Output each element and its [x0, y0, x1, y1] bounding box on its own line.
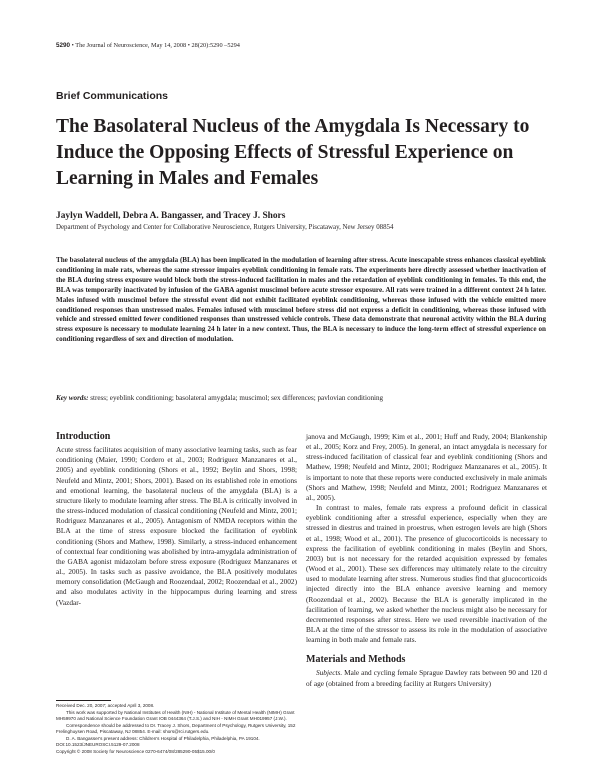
subjects-paragraph — [306, 668, 547, 688]
introduction-heading: Introduction — [56, 431, 111, 442]
footnote-funding: This work was supported by National Institutes of Health (NIH) - National Institute of Mental Health (NIMH) Grant MH59970 and National Science Foundation Grant IOB 0444364 (T.J.S.) and NIH - NIMH Grant MH019957 (J.W.). — [56, 709, 295, 721]
journal-citation: • The Journal of Neuroscience, May 14, 2008 • 28(20):5290 –5294 — [71, 42, 240, 49]
page-number: 5290 — [56, 42, 71, 49]
footnote-present-address: D. A. Bangasser's present address: Children's Hospital of Philadelphia, Philadelphia, PA 19104. — [66, 735, 260, 741]
introduction-paragraph-2: In contrast to males, female rats express a profound deficit in classical eyeblink conditioning after a stressful experience, especially when they are stressed in diestrus and trained in proestrus, when estrogen levels are high (Shors et al., 1998; Wood et al., 2001). The presence of glucocorticoids is necessary to express the facilitation of eyeblink conditioning in males (Beylin and Shors, 2003) but is not necessary for the retarded acquisition expressed by females (Wood et al., 2001). These sex differences may ultimately relate to the circuitry used to modulate learning after stress. Numerous studies find that glucocorticoids injected directly into the BLA enhance aversive learning and memory (Roozendaal et al., 2002). Because the BLA is generally implicated in the facilitation of learning, we asked whether the nucleus might also be necessary for decremented responses after stress. Here we used reversible inactivation of the BLA at the time of the stressor to assess its role in the modulation of associative learning in both male and female rats. — [306, 503, 547, 645]
left-column — [56, 432, 297, 608]
footnotes — [56, 700, 297, 755]
introduction-paragraph-1-continued: janova and McGaugh, 1999; Kim et al., 2001; Huff and Rudy, 2004; Blankenship et al., 2005; Korz and Frey, 2005). In general, an intact amygdala is necessary for stress-induced facilitation of classical fear and eyeblink conditioning (Shors and Mathew, 1998; Neufeld and Mintz, 2001; Rodriguez Manzanares et al., 2005). It is important to note that these reports were conducted exclusively in male animals (Shors and Mathew, 1998; Neufeld and Mintz, 2001; Rodriguez Manzanares et al., 2005). — [306, 432, 547, 502]
author-list: Jaylyn Waddell, Debra A. Bangasser, and Tracey J. Shors — [56, 211, 286, 221]
footnote-rule — [56, 700, 111, 701]
running-head — [56, 42, 240, 49]
subjects-text: Male and cycling female Sprague Dawley rats between 90 and 120 d of age (obtained from a breeding facility at Rutgers University) — [306, 668, 548, 688]
footnote-correspondence: Correspondence should be addressed to Dr. Tracey J. Shors, Department of Psychology, Rutgers University, 152 Frelinghuysen Road, Piscataway, NJ 08854. E-mail: shors@rci.rutgers.edu. — [56, 722, 296, 734]
introduction-paragraph-1: Acute stress facilitates acquisition of many associative learning tasks, such as fear conditioning (Maier, 1990; Cordero et al., 2003; Rodriguez Manzanares et al., 2005) and eyeblink conditioning (Shors et al., 1992; Beylin and Shors, 1998; Neufeld and Mintz, 2001; Shors, 2001). Based on its established role in emotions and emotional learning, the basolateral nucleus of the amygdala (BLA) is a structure likely to modulate learning after stress. The BLA is critically involved in the stress-induced modulation of classical conditioning (Neufeld and Mintz, 2001; Rodriguez Manzanares et al., 2005). Antagonism of NMDA receptors within the BLA at the time of stress exposure blocked the facilitation of eyeblink conditioning (Shors and Mathew, 1998). Similarly, a stress-induced enhancement of contextual fear conditioning was abolished by intra-amygdala administration of the GABA agonist midazolam before stress exposure (Rodriguez Manzanares et al., 2005). In tasks such as passive avoidance, the BLA positively modulates memory consolidation (McGaugh and Roozendaal, 2002; Roozendaal et al., 2002) and also modulates activity in the hippocampus during learning and stress (Vazdar- — [56, 445, 297, 607]
abstract: The basolateral nucleus of the amygdala (BLA) has been implicated in the modulation of learning after stress. Acute inescapable stress enhances classical eyeblink conditioning in male rats, whereas the same stressor impairs eyeblink conditioning in female rats. The experiments here directly assessed whether inactivation of the BLA during stress exposure would block both the stress-induced facilitation in males and the retardation of eyeblink conditioning in females. To this end, the BLA was temporarily inactivated by infusion of the GABA agonist muscimol before acute stressor exposure. All rats were trained in a different context 24 h later. Males infused with muscimol before the stressful event did not exhibit facilitated eyeblink conditioning, whereas those infused with the vehicle emitted more conditioned responses than unstressed males. Females infused with muscimol before stress did not express a deficit in conditioning, whereas those infused with vehicle and stressed emitted fewer conditioned responses than unstressed vehicle controls. These data demonstrate that neuronal activity within the BLA during stress exposure is necessary to modulate learning 24 h later in a new context. Thus, the BLA is necessary to induce the long-term effect of stressful experience on conditioning regardless of sex and direction of modulation. — [56, 256, 546, 344]
footnote-doi: DOI:10.1523/JNEUROSCI.5129-07.2008 — [56, 742, 140, 747]
footnote-received: Received Dec. 20, 2007; accepted April 3, 2008. — [56, 703, 155, 708]
right-column — [306, 432, 547, 689]
footnote-copyright: Copyright © 2008 Society for Neuroscience 0270-6474/08/285290-05$15.00/0 — [56, 748, 215, 754]
article-title: The Basolateral Nucleus of the Amygdala Is Necessary to Induce the Opposing Effects of Stressful Experience on Learning in Males and Females — [56, 116, 530, 189]
methods-heading: Materials and Methods — [306, 654, 406, 666]
author-affiliation: Department of Psychology and Center for Collaborative Neuroscience, Rutgers University, Piscataway, New Jersey 08854 — [56, 224, 394, 231]
keywords — [56, 394, 546, 402]
keywords-label: Key words: — [56, 394, 89, 402]
subjects-label: Subjects. — [316, 668, 343, 678]
keywords-text: stress; eyeblink conditioning; basolateral amygdala; muscimol; sex differences; pavlovian conditioning — [90, 394, 384, 402]
section-label: Brief Communications — [56, 90, 169, 102]
